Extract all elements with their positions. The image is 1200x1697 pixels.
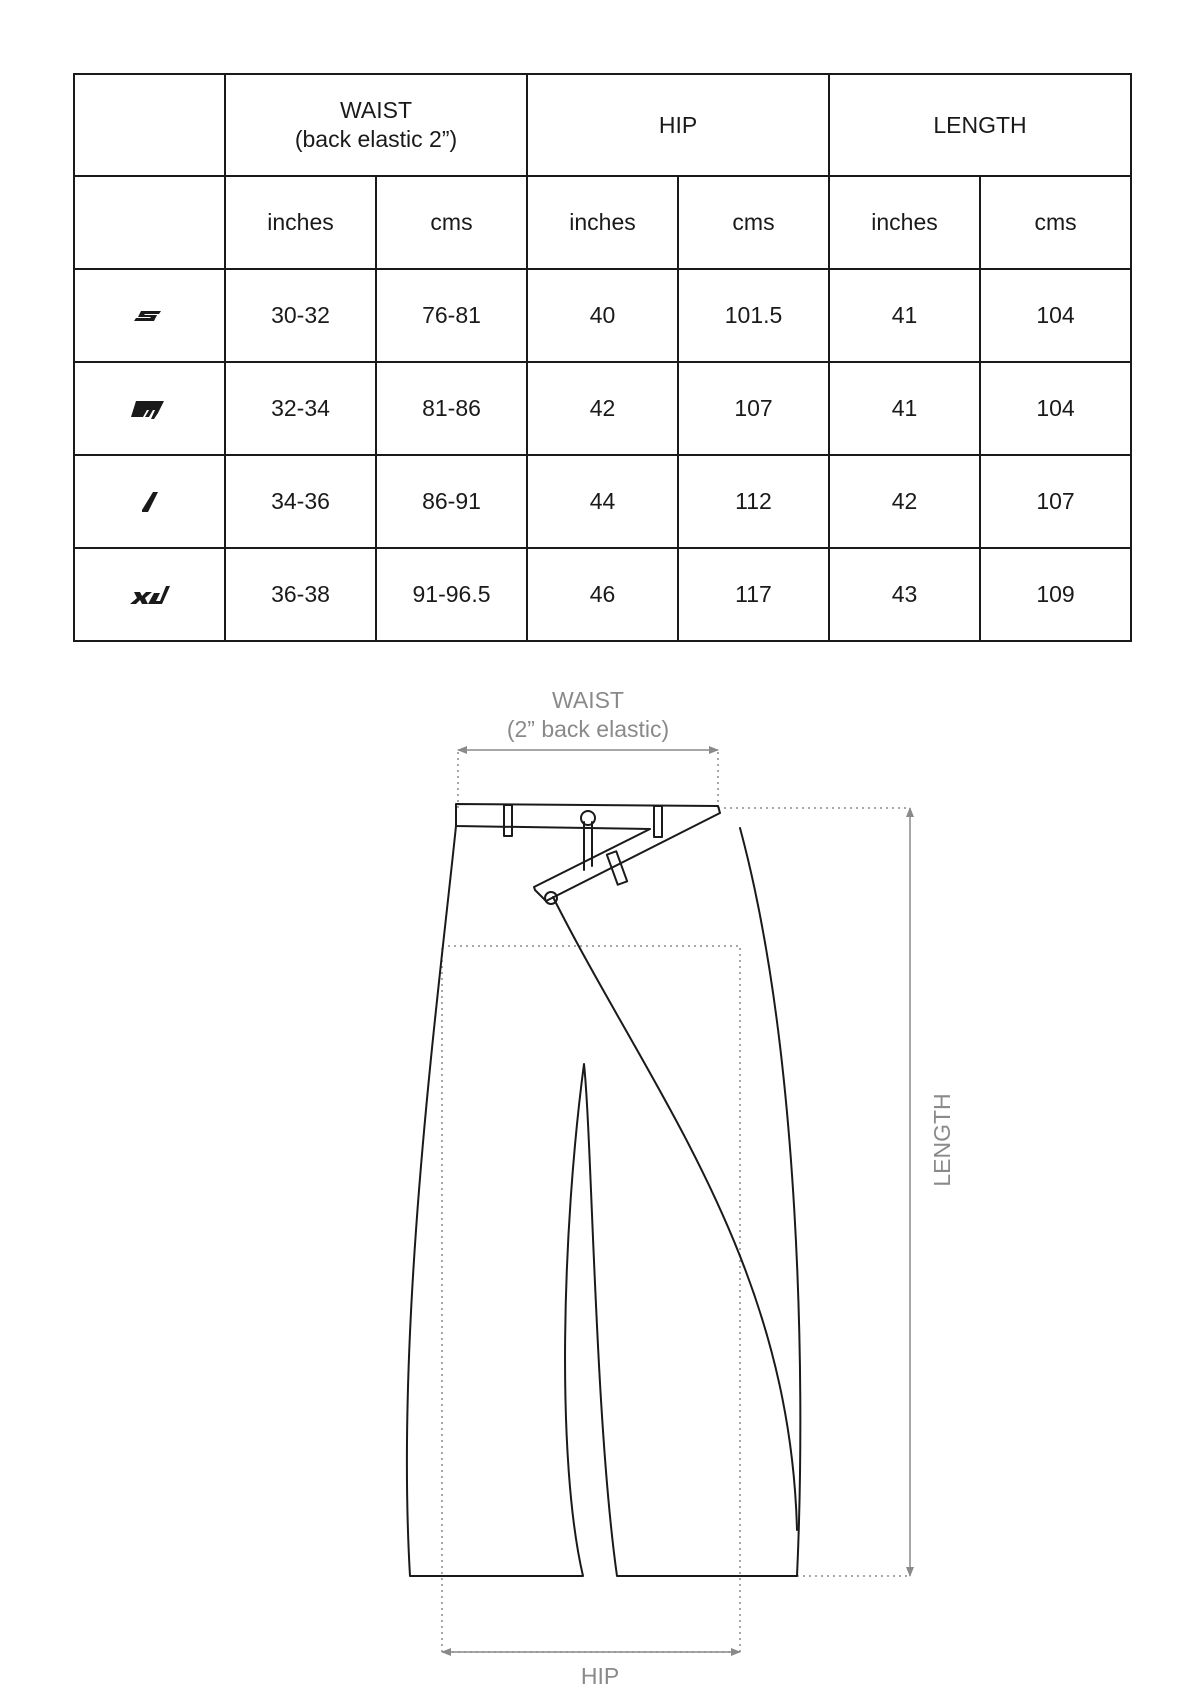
unit-cell: inches [225,176,376,269]
table-cell: 81-86 [376,362,527,455]
waist-dimension-label: WAIST [552,687,624,713]
waistband-outline [456,804,720,901]
table-cell: 104 [980,362,1131,455]
waist-dimension-sublabel: (2” back elastic) [506,716,670,742]
table-cell: 86-91 [376,455,527,548]
table-cell: 104 [980,269,1131,362]
hip-header: HIP [527,74,829,176]
table-cell: 107 [678,362,829,455]
unit-cell: cms [376,176,527,269]
dimension-guides [442,750,910,1652]
table-cell: 34-36 [225,455,376,548]
waist-header-note: (back elastic 2”) [294,126,458,152]
unit-cell: inches [527,176,678,269]
table-cell: 91-96.5 [376,548,527,641]
belt-loop-left [504,805,512,836]
table-cell: 46 [527,548,678,641]
table-cell: 41 [829,362,980,455]
table-cell: 42 [527,362,678,455]
length-header: LENGTH [829,74,1131,176]
unit-cell: cms [678,176,829,269]
table-cell: 41 [829,269,980,362]
table-cell: 109 [980,548,1131,641]
table-cell: 101.5 [678,269,829,362]
table-cell: 76-81 [376,269,527,362]
table-cell: 36-38 [225,548,376,641]
length-dimension-label: LENGTH [929,1093,955,1187]
table-cell: 30-32 [225,269,376,362]
table-cell: 44 [527,455,678,548]
table-cell: 40 [527,269,678,362]
fly-button-stem [584,822,592,870]
table-cell: 42 [829,455,980,548]
table-cell: 107 [980,455,1131,548]
pants-outline [407,804,800,1576]
hip-guide-box [442,946,740,1652]
table-cell: 43 [829,548,980,641]
waist-header-title: WAIST [340,97,412,123]
belt-loop-right [654,806,662,837]
table-cell: 32-34 [225,362,376,455]
hip-dimension-label: HIP [580,1663,620,1689]
front-drape-line [553,897,797,1530]
unit-cell: inches [829,176,980,269]
left-leg-outline [407,826,800,1576]
table-cell: 112 [678,455,829,548]
table-cell: 117 [678,548,829,641]
waist-button-icon [581,811,595,825]
unit-cell: cms [980,176,1131,269]
